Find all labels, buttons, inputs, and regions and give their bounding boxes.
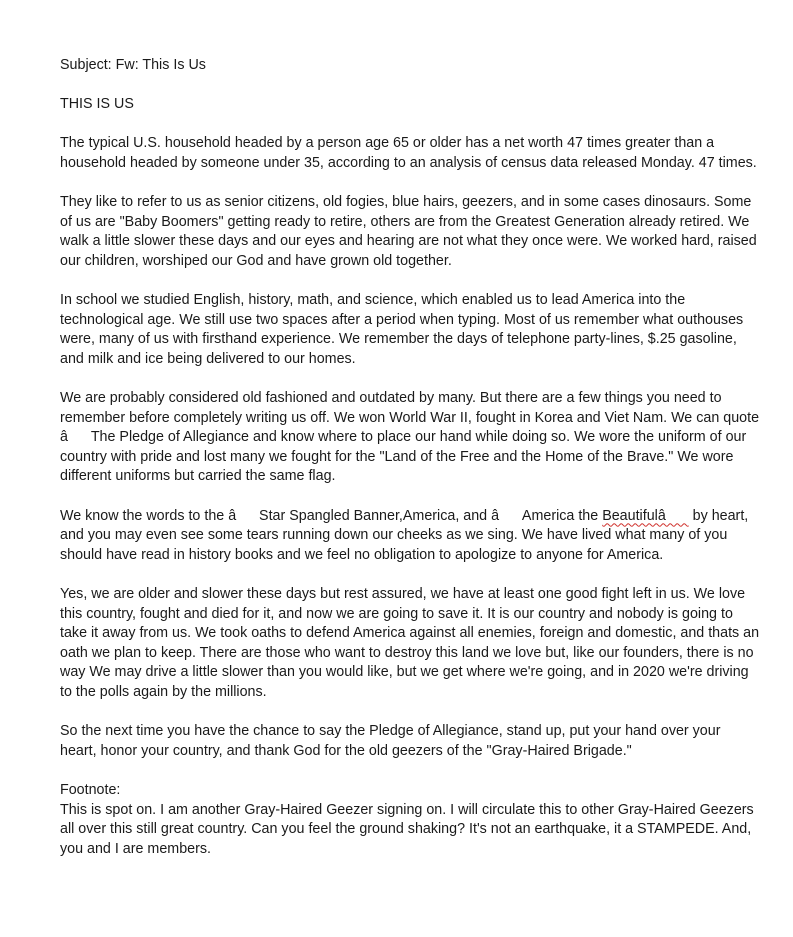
anthem-text-before: We know the words to the âStar Spangled Banner,America, and âAmerica the <box>60 507 603 524</box>
misspelled-word: Beautifulâ <box>602 507 689 524</box>
paragraph-old-fashioned: We are probably considered old fashioned and outdated by many. But there are a few things you need to remember before completely writing us off. We won World War II, fought in Korea and Viet Nam. We can quote âThe Pledge of Allegiance and know where to place our hand while doing so. We wore the uniform of our country with pride and lost many we fought for the "Land of the Free and the Home of the Brave." We wore different uniforms but carried the same flag. <box>60 390 760 485</box>
email-document <box>60 56 760 859</box>
paragraph-net-worth: The typical U.S. household headed by a person age 65 or older has a net worth 47 times greater than a household headed by someone under 35, according to an analysis of census data released Monday. 47 times. <box>60 135 757 171</box>
footnote-label: Footnote: <box>60 781 121 798</box>
email-subject: Subject: Fw: This Is Us <box>60 57 206 73</box>
anthem-text-after: by heart, and you may even see some tears running down our cheeks as we sing. We have lived what many of you should have read in history books and we feel no obligation to apologize to anyone for America. <box>60 507 749 563</box>
paragraph-anthem <box>60 507 760 566</box>
document-title: THIS IS US <box>60 96 134 113</box>
footnote-text: This is spot on. I am another Gray-Haired Geezer signing on. I will circulate this to other Gray-Haired Geezers all over this still great country. Can you feel the ground shaking? It's not an earthquake, it a STAMPEDE. And, you and I are members. <box>60 801 754 857</box>
paragraph-senior-citizens: They like to refer to us as senior citizens, old fogies, blue hairs, geezers, and in some cases dinosaurs. Some of us are "Baby Boomers" getting ready to retire, others are from the Greatest Generation already retired. We walk a little slower these days and our eyes and hearing are not what they once were. We worked hard, raised our children, worshiped our God and have grown old together. <box>60 194 757 269</box>
paragraph-older-slower: Yes, we are older and slower these days but rest assured, we have at least one good fight left in us. We love this country, fought and died for it, and now we are going to save it. It is our country and nobody is going to take it away from us. We took oaths to defend America against all enemies, foreign and domestic, and thats an oath we plan to keep. There are those who want to destroy this land we love but, like our founders, there is no way We may drive a little slower than you would like, but we get where we're going, and in 2020 we're driving to the polls again by the millions. <box>60 586 760 700</box>
paragraph-school: In school we studied English, history, math, and science, which enabled us to lead America into the technological age. We still use two spaces after a period when typing. Most of us remember what outhouses were, many of us with firsthand experience. We remember the days of telephone party-lines, $.25 gasoline, and milk and ice being delivered to our homes. <box>60 292 744 367</box>
paragraph-pledge: So the next time you have the chance to say the Pledge of Allegiance, stand up, put your hand over your heart, honor your country, and thank God for the old geezers of the "Gray-Haired Brigade." <box>60 723 721 759</box>
